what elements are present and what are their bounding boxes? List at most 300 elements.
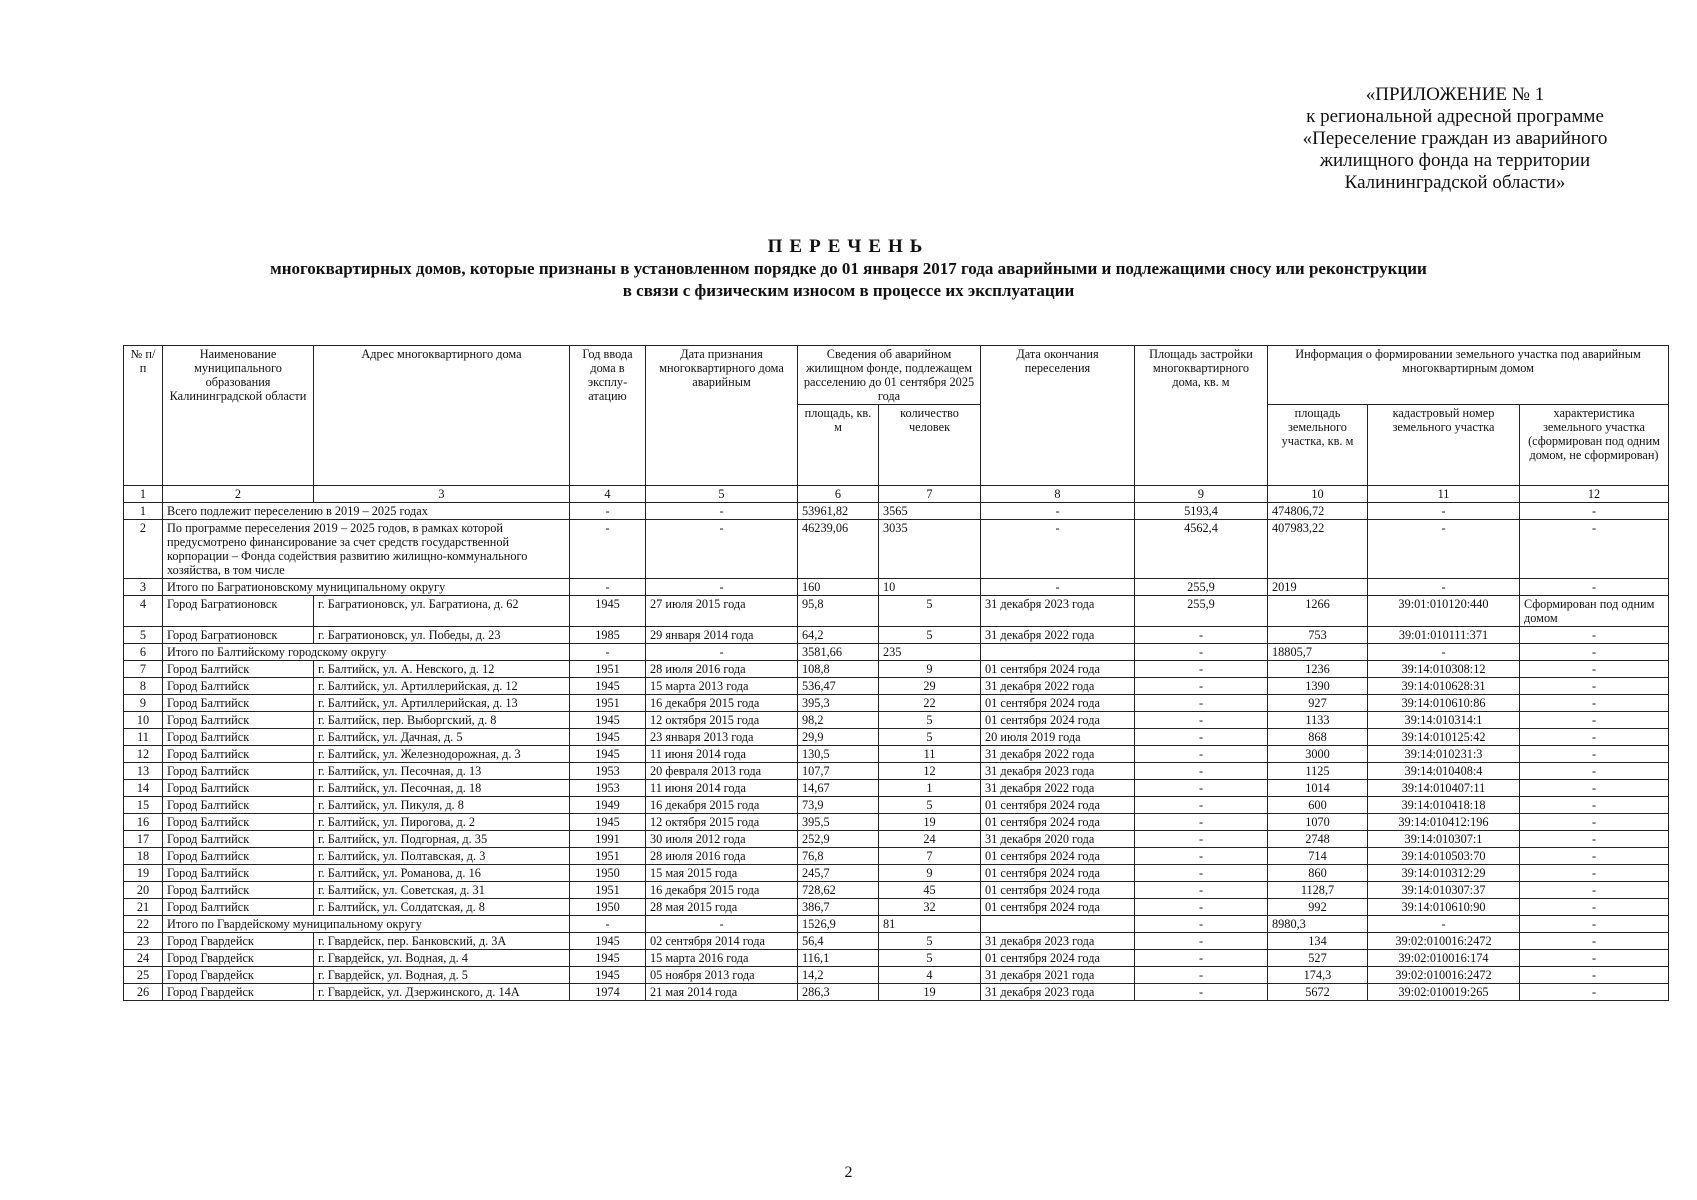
cell-cad: 39:14:010231:3 — [1368, 746, 1520, 763]
cell-people: 5 — [879, 933, 981, 950]
cell-mun: Город Гвардейск — [163, 950, 314, 967]
cell-people: 12 — [879, 763, 981, 780]
header-land-info: Информация о формировании земельного участка под аварийным многоквартирным домом — [1268, 346, 1669, 405]
summary-c10-cell: 2019 — [1268, 579, 1368, 596]
header-municipality: Наименование муниципального образования Калининградской области — [163, 346, 314, 486]
cell-date: 20 февраля 2013 года — [646, 763, 798, 780]
header-characteristic: характеристика земельного участка (сформирован под одним домом, не сформирован) — [1520, 405, 1669, 486]
cell-land: 2748 — [1268, 831, 1368, 848]
cell-n: 25 — [124, 967, 163, 984]
table-row — [124, 678, 1669, 695]
cell-mun: Город Гвардейск — [163, 984, 314, 1001]
summary-row — [124, 579, 1669, 596]
cell-addr: г. Гвардейск, ул. Водная, д. 4 — [314, 950, 570, 967]
cell-people: 5 — [879, 950, 981, 967]
cell-mun: Город Балтийск — [163, 899, 314, 916]
cell-addr: г. Балтийск, пер. Выборгский, д. 8 — [314, 712, 570, 729]
cell-year: 1945 — [570, 950, 646, 967]
cell-area: 386,7 — [798, 899, 879, 916]
cell-people: 5 — [879, 729, 981, 746]
cell-people: 4 — [879, 967, 981, 984]
row-number-cell: 6 — [124, 644, 163, 661]
cell-cad: 39:01:010120:440 — [1368, 596, 1520, 627]
cell-end: 31 декабря 2020 года — [981, 831, 1135, 848]
cell-year: 1974 — [570, 984, 646, 1001]
cell-date: 16 декабря 2015 года — [646, 882, 798, 899]
cell-area: 395,5 — [798, 814, 879, 831]
column-number: 7 — [879, 486, 981, 503]
cell-build: - — [1135, 797, 1268, 814]
cell-build: - — [1135, 882, 1268, 899]
cell-year: 1953 — [570, 763, 646, 780]
cell-cad: 39:14:010307:37 — [1368, 882, 1520, 899]
cell-date: 29 января 2014 года — [646, 627, 798, 644]
cell-mun: Город Балтийск — [163, 848, 314, 865]
cell-char: - — [1520, 746, 1669, 763]
cell-people: 5 — [879, 797, 981, 814]
cell-area: 73,9 — [798, 797, 879, 814]
cell-mun: Город Балтийск — [163, 695, 314, 712]
cell-area: 116,1 — [798, 950, 879, 967]
summary-label-cell: Итого по Гвардейскому муниципальному округу — [163, 916, 570, 933]
cell-char: - — [1520, 882, 1669, 899]
row-number-cell: 2 — [124, 520, 163, 579]
cell-build: - — [1135, 746, 1268, 763]
table-row — [124, 596, 1669, 627]
cell-char: - — [1520, 814, 1669, 831]
cell-land: 753 — [1268, 627, 1368, 644]
cell-area: 64,2 — [798, 627, 879, 644]
cell-build: - — [1135, 950, 1268, 967]
cell-addr: г. Балтийск, ул. Полтавская, д. 3 — [314, 848, 570, 865]
cell-addr: г. Балтийск, ул. Романова, д. 16 — [314, 865, 570, 882]
header-address: Адрес многоквартирного дома — [314, 346, 570, 486]
cell-date: 12 октября 2015 года — [646, 712, 798, 729]
summary-c10-cell: 18805,7 — [1268, 644, 1368, 661]
cell-people: 9 — [879, 661, 981, 678]
cell-end: 31 декабря 2022 года — [981, 627, 1135, 644]
cell-year: 1949 — [570, 797, 646, 814]
cell-n: 17 — [124, 831, 163, 848]
cell-n: 26 — [124, 984, 163, 1001]
cell-cad: 39:14:010610:90 — [1368, 899, 1520, 916]
cell-end: 01 сентября 2024 года — [981, 712, 1135, 729]
cell-cad: 39:01:010111:371 — [1368, 627, 1520, 644]
cell-mun: Город Балтийск — [163, 729, 314, 746]
cell-area: 252,9 — [798, 831, 879, 848]
summary-c11-cell: - — [1368, 644, 1520, 661]
summary-c5-cell: - — [646, 520, 798, 579]
header-date-end: Дата окончания переселения — [981, 346, 1135, 486]
cell-build: - — [1135, 933, 1268, 950]
summary-c4-cell: - — [570, 644, 646, 661]
cell-year: 1945 — [570, 678, 646, 695]
page-number: 2 — [844, 1164, 853, 1181]
cell-mun: Город Балтийск — [163, 746, 314, 763]
cell-people: 19 — [879, 814, 981, 831]
cell-date: 28 июля 2016 года — [646, 661, 798, 678]
table-row — [124, 933, 1669, 950]
cell-cad: 39:14:010408:4 — [1368, 763, 1520, 780]
cell-date: 11 июня 2014 года — [646, 746, 798, 763]
cell-build: - — [1135, 814, 1268, 831]
summary-label-cell: Итого по Балтийскому городскому округу — [163, 644, 570, 661]
table-row — [124, 627, 1669, 644]
cell-end: 31 декабря 2023 года — [981, 933, 1135, 950]
cell-char: Сформирован под одним домом — [1520, 596, 1669, 627]
cell-n: 19 — [124, 865, 163, 882]
table-row — [124, 984, 1669, 1001]
cell-cad: 39:14:010125:42 — [1368, 729, 1520, 746]
cell-area: 108,8 — [798, 661, 879, 678]
summary-c7-cell: 3565 — [879, 503, 981, 520]
cell-year: 1945 — [570, 746, 646, 763]
cell-people: 19 — [879, 984, 981, 1001]
cell-char: - — [1520, 661, 1669, 678]
cell-char: - — [1520, 678, 1669, 695]
table-row — [124, 899, 1669, 916]
cell-date: 11 июня 2014 года — [646, 780, 798, 797]
cell-addr: г. Балтийск, ул. Советская, д. 31 — [314, 882, 570, 899]
cell-addr: г. Гвардейск, пер. Банковский, д. 3А — [314, 933, 570, 950]
cell-build: 255,9 — [1135, 596, 1268, 627]
cell-n: 21 — [124, 899, 163, 916]
column-number: 2 — [163, 486, 314, 503]
cell-mun: Город Балтийск — [163, 763, 314, 780]
summary-c10-cell: 407983,22 — [1268, 520, 1368, 579]
cell-end: 31 декабря 2023 года — [981, 763, 1135, 780]
cell-build: - — [1135, 678, 1268, 695]
cell-addr: г. Балтийск, ул. Солдатская, д. 8 — [314, 899, 570, 916]
cell-date: 16 декабря 2015 года — [646, 797, 798, 814]
table-row — [124, 780, 1669, 797]
cell-year: 1945 — [570, 596, 646, 627]
cell-land: 1128,7 — [1268, 882, 1368, 899]
cell-cad: 39:14:010407:11 — [1368, 780, 1520, 797]
cell-land: 868 — [1268, 729, 1368, 746]
cell-year: 1945 — [570, 967, 646, 984]
cell-land: 860 — [1268, 865, 1368, 882]
cell-date: 21 мая 2014 года — [646, 984, 798, 1001]
cell-land: 1125 — [1268, 763, 1368, 780]
cell-cad: 39:02:010019:265 — [1368, 984, 1520, 1001]
cell-people: 11 — [879, 746, 981, 763]
cell-year: 1953 — [570, 780, 646, 797]
cell-end: 31 декабря 2023 года — [981, 596, 1135, 627]
cell-date: 15 марта 2016 года — [646, 950, 798, 967]
table-row — [124, 712, 1669, 729]
cell-year: 1951 — [570, 882, 646, 899]
cell-end: 31 декабря 2022 года — [981, 746, 1135, 763]
summary-c7-cell: 3035 — [879, 520, 981, 579]
summary-c8-cell: - — [981, 579, 1135, 596]
cell-mun: Город Балтийск — [163, 661, 314, 678]
summary-c4-cell: - — [570, 520, 646, 579]
cell-char: - — [1520, 627, 1669, 644]
cell-char: - — [1520, 933, 1669, 950]
table-row — [124, 661, 1669, 678]
title-main: ПЕРЕЧЕНЬ — [767, 236, 930, 257]
cell-date: 16 декабря 2015 года — [646, 695, 798, 712]
cell-land: 1390 — [1268, 678, 1368, 695]
column-number: 4 — [570, 486, 646, 503]
cell-date: 28 мая 2015 года — [646, 899, 798, 916]
summary-c5-cell: - — [646, 503, 798, 520]
cell-addr: г. Балтийск, ул. Подгорная, д. 35 — [314, 831, 570, 848]
cell-addr: г. Балтийск, ул. Железнодорожная, д. 3 — [314, 746, 570, 763]
cell-build: - — [1135, 695, 1268, 712]
header-people: количество человек — [879, 405, 981, 486]
cell-build: - — [1135, 627, 1268, 644]
summary-c7-cell: 81 — [879, 916, 981, 933]
row-number-cell: 1 — [124, 503, 163, 520]
housing-register-table — [123, 345, 1669, 1001]
cell-addr: г. Балтийск, ул. Дачная, д. 5 — [314, 729, 570, 746]
cell-cad: 39:14:010308:12 — [1368, 661, 1520, 678]
header-emergency-fund: Сведения об аварийном жилищном фонде, подлежащем расселению до 01 сентября 2025 года — [798, 346, 981, 405]
title-subtitle-line2: в связи с физическим износом в процессе их эксплуатации — [622, 281, 1075, 300]
column-number: 11 — [1368, 486, 1520, 503]
row-number-cell: 3 — [124, 579, 163, 596]
column-number: 5 — [646, 486, 798, 503]
summary-c9-cell: 5193,4 — [1135, 503, 1268, 520]
cell-area: 245,7 — [798, 865, 879, 882]
summary-c8-cell: - — [981, 520, 1135, 579]
summary-row — [124, 644, 1669, 661]
cell-land: 600 — [1268, 797, 1368, 814]
summary-c4-cell: - — [570, 579, 646, 596]
cell-char: - — [1520, 865, 1669, 882]
cell-n: 8 — [124, 678, 163, 695]
summary-row — [124, 916, 1669, 933]
summary-c11-cell: - — [1368, 503, 1520, 520]
cell-n: 14 — [124, 780, 163, 797]
cell-cad: 39:02:010016:174 — [1368, 950, 1520, 967]
summary-c10-cell: 8980,3 — [1268, 916, 1368, 933]
cell-date: 27 июля 2015 года — [646, 596, 798, 627]
column-number: 10 — [1268, 486, 1368, 503]
cell-land: 134 — [1268, 933, 1368, 950]
header-year: Год ввода дома в эксплу-атацию — [570, 346, 646, 486]
appendix-line: к региональной адресной программе — [1306, 106, 1604, 127]
table-row — [124, 831, 1669, 848]
summary-c12-cell: - — [1520, 579, 1669, 596]
cell-mun: Город Балтийск — [163, 712, 314, 729]
cell-land: 174,3 — [1268, 967, 1368, 984]
summary-label-cell: Всего подлежит переселению в 2019 – 2025 годах — [163, 503, 570, 520]
cell-mun: Город Балтийск — [163, 814, 314, 831]
cell-end: 31 декабря 2022 года — [981, 780, 1135, 797]
cell-char: - — [1520, 695, 1669, 712]
table-header — [124, 346, 1669, 503]
cell-date: 15 мая 2015 года — [646, 865, 798, 882]
summary-c12-cell: - — [1520, 503, 1669, 520]
cell-year: 1991 — [570, 831, 646, 848]
cell-addr: г. Балтийск, ул. Артиллерийская, д. 13 — [314, 695, 570, 712]
appendix-header — [1245, 84, 1665, 194]
cell-date: 05 ноября 2013 года — [646, 967, 798, 984]
cell-year: 1945 — [570, 933, 646, 950]
cell-end: 01 сентября 2024 года — [981, 899, 1135, 916]
cell-mun: Город Балтийск — [163, 865, 314, 882]
summary-c12-cell: - — [1520, 916, 1669, 933]
cell-mun: Город Багратионовск — [163, 596, 314, 627]
cell-mun: Город Гвардейск — [163, 967, 314, 984]
appendix-line: Калининградской области» — [1344, 172, 1566, 193]
cell-area: 107,7 — [798, 763, 879, 780]
row-number-cell: 22 — [124, 916, 163, 933]
cell-people: 22 — [879, 695, 981, 712]
cell-char: - — [1520, 729, 1669, 746]
cell-area: 95,8 — [798, 596, 879, 627]
cell-addr: г. Багратионовск, ул. Победы, д. 23 — [314, 627, 570, 644]
cell-area: 395,3 — [798, 695, 879, 712]
cell-n: 5 — [124, 627, 163, 644]
summary-label-cell: По программе переселения 2019 – 2025 годов, в рамках которой предусмотрено финансирование за счет средств государственной корпорации – Фонда содействия развитию жилищно-коммунального хозяйства, в том числе — [163, 520, 570, 579]
title-subtitle-line1: многоквартирных домов, которые признаны в установленном порядке до 01 января 2017 года аварийными и подлежащими сносу или реконструкции — [270, 259, 1427, 278]
summary-c8-cell — [981, 644, 1135, 661]
cell-people: 24 — [879, 831, 981, 848]
cell-char: - — [1520, 848, 1669, 865]
cell-char: - — [1520, 984, 1669, 1001]
cell-end: 31 декабря 2023 года — [981, 984, 1135, 1001]
cell-date: 28 июля 2016 года — [646, 848, 798, 865]
cell-mun: Город Багратионовск — [163, 627, 314, 644]
header-area: площадь, кв. м — [798, 405, 879, 486]
table-row — [124, 695, 1669, 712]
column-number: 6 — [798, 486, 879, 503]
cell-year: 1951 — [570, 848, 646, 865]
cell-year: 1950 — [570, 865, 646, 882]
summary-c11-cell: - — [1368, 579, 1520, 596]
cell-area: 130,5 — [798, 746, 879, 763]
table-row — [124, 848, 1669, 865]
table-row — [124, 729, 1669, 746]
cell-end: 01 сентября 2024 года — [981, 950, 1135, 967]
cell-date: 23 января 2013 года — [646, 729, 798, 746]
cell-people: 29 — [879, 678, 981, 695]
cell-build: - — [1135, 899, 1268, 916]
cell-mun: Город Балтийск — [163, 797, 314, 814]
cell-addr: г. Балтийск, ул. Песочная, д. 13 — [314, 763, 570, 780]
summary-c6-cell: 53961,82 — [798, 503, 879, 520]
cell-land: 1236 — [1268, 661, 1368, 678]
cell-char: - — [1520, 899, 1669, 916]
column-number: 8 — [981, 486, 1135, 503]
summary-c6-cell: 3581,66 — [798, 644, 879, 661]
column-number: 1 — [124, 486, 163, 503]
cell-year: 1945 — [570, 729, 646, 746]
summary-c6-cell: 1526,9 — [798, 916, 879, 933]
cell-end: 01 сентября 2024 года — [981, 848, 1135, 865]
table-row — [124, 746, 1669, 763]
cell-addr: г. Балтийск, ул. Пикуля, д. 8 — [314, 797, 570, 814]
summary-c11-cell: - — [1368, 916, 1520, 933]
cell-year: 1951 — [570, 661, 646, 678]
summary-c4-cell: - — [570, 503, 646, 520]
summary-c7-cell: 235 — [879, 644, 981, 661]
column-numbers-row — [124, 486, 1669, 503]
table-body — [124, 503, 1669, 1001]
cell-char: - — [1520, 780, 1669, 797]
table-row — [124, 967, 1669, 984]
cell-cad: 39:14:010610:86 — [1368, 695, 1520, 712]
cell-area: 14,2 — [798, 967, 879, 984]
cell-area: 728,62 — [798, 882, 879, 899]
cell-cad: 39:02:010016:2472 — [1368, 967, 1520, 984]
cell-land: 714 — [1268, 848, 1368, 865]
cell-build: - — [1135, 712, 1268, 729]
cell-build: - — [1135, 780, 1268, 797]
summary-c7-cell: 10 — [879, 579, 981, 596]
cell-area: 14,67 — [798, 780, 879, 797]
table-row — [124, 797, 1669, 814]
cell-people: 5 — [879, 596, 981, 627]
column-number: 12 — [1520, 486, 1669, 503]
summary-c5-cell: - — [646, 916, 798, 933]
cell-addr: г. Балтийск, ул. Артиллерийская, д. 12 — [314, 678, 570, 695]
cell-cad: 39:14:010628:31 — [1368, 678, 1520, 695]
table-row — [124, 814, 1669, 831]
cell-area: 536,47 — [798, 678, 879, 695]
cell-mun: Город Балтийск — [163, 678, 314, 695]
cell-end: 01 сентября 2024 года — [981, 865, 1135, 882]
appendix-line: жилищного фонда на территории — [1319, 150, 1591, 171]
header-cadastral: кадастровый номер земельного участка — [1368, 405, 1520, 486]
cell-build: - — [1135, 729, 1268, 746]
cell-cad: 39:02:010016:2472 — [1368, 933, 1520, 950]
summary-row — [124, 520, 1669, 579]
cell-n: 10 — [124, 712, 163, 729]
cell-land: 527 — [1268, 950, 1368, 967]
summary-c10-cell: 474806,72 — [1268, 503, 1368, 520]
cell-area: 76,8 — [798, 848, 879, 865]
cell-land: 992 — [1268, 899, 1368, 916]
cell-n: 11 — [124, 729, 163, 746]
table-row — [124, 763, 1669, 780]
cell-n: 7 — [124, 661, 163, 678]
cell-end: 31 декабря 2021 года — [981, 967, 1135, 984]
cell-n: 13 — [124, 763, 163, 780]
cell-mun: Город Балтийск — [163, 882, 314, 899]
cell-cad: 39:14:010312:29 — [1368, 865, 1520, 882]
cell-char: - — [1520, 712, 1669, 729]
cell-n: 9 — [124, 695, 163, 712]
cell-addr: г. Гвардейск, ул. Водная, д. 5 — [314, 967, 570, 984]
summary-row — [124, 503, 1669, 520]
cell-char: - — [1520, 950, 1669, 967]
document-title — [0, 236, 1697, 302]
cell-people: 32 — [879, 899, 981, 916]
summary-c12-cell: - — [1520, 520, 1669, 579]
cell-build: - — [1135, 967, 1268, 984]
cell-area: 98,2 — [798, 712, 879, 729]
cell-land: 1133 — [1268, 712, 1368, 729]
header-date-emergency: Дата признания многоквартирного дома аварийным — [646, 346, 798, 486]
cell-people: 1 — [879, 780, 981, 797]
table-row — [124, 882, 1669, 899]
summary-c8-cell: - — [981, 503, 1135, 520]
cell-year: 1951 — [570, 695, 646, 712]
cell-build: - — [1135, 831, 1268, 848]
cell-addr: г. Багратионовск, ул. Багратиона, д. 62 — [314, 596, 570, 627]
table-row — [124, 950, 1669, 967]
cell-area: 286,3 — [798, 984, 879, 1001]
cell-build: - — [1135, 763, 1268, 780]
cell-end: 01 сентября 2024 года — [981, 695, 1135, 712]
cell-area: 56,4 — [798, 933, 879, 950]
cell-cad: 39:14:010307:1 — [1368, 831, 1520, 848]
